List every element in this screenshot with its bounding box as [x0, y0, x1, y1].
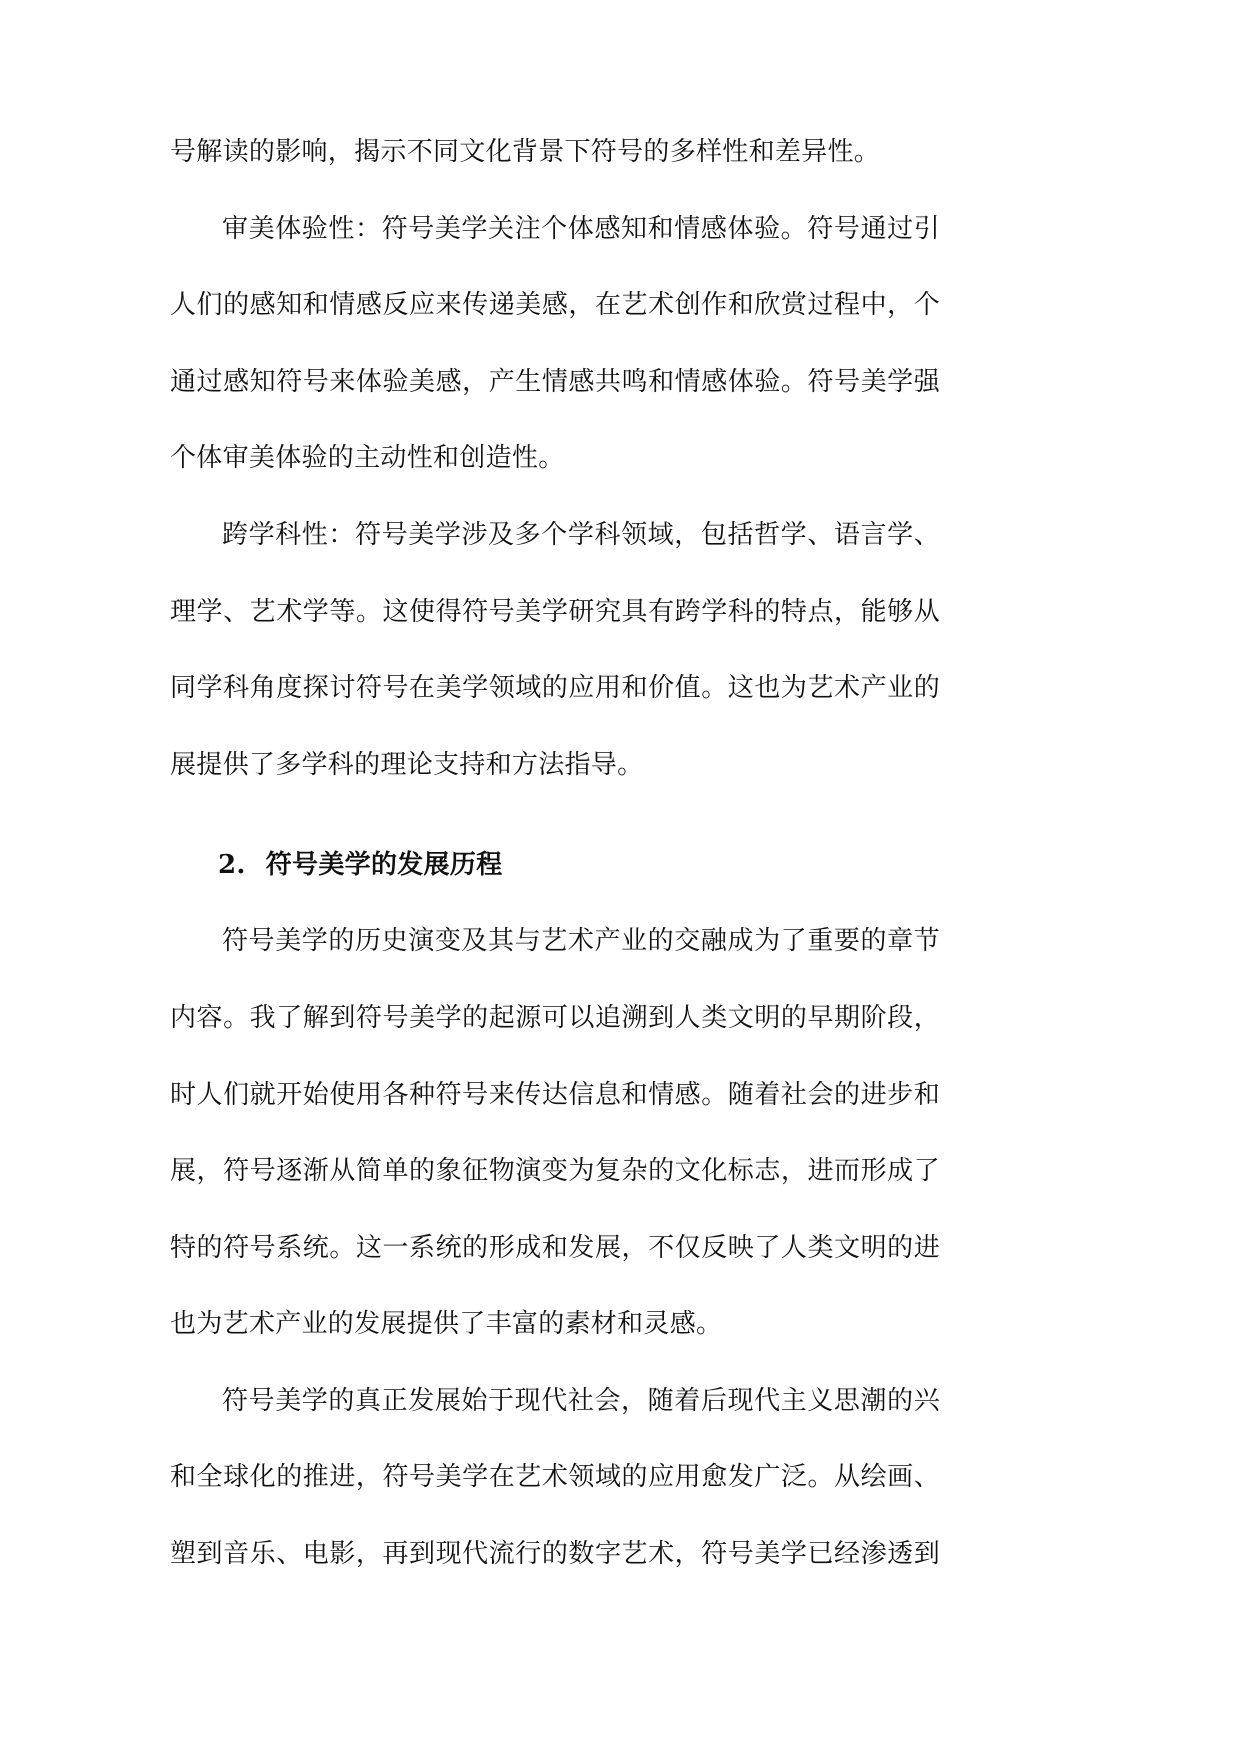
- text-line: 展提供了多学科的理论支持和方法指导。: [170, 749, 644, 780]
- text-line: 符号美学的历史演变及其与艺术产业的交融成为了重要的章节: [222, 926, 940, 957]
- text-line: 审美体验性：符号美学关注个体感知和情感体验。符号通过引: [222, 213, 940, 244]
- text-line: 时人们就开始使用各种符号来传达信息和情感。随着社会的进步和: [170, 1079, 940, 1110]
- text-line: 也为艺术产业的发展提供了丰富的素材和灵感。: [170, 1309, 723, 1340]
- document-body: [170, 114, 940, 1593]
- text-line: 内容。我了解到符号美学的起源可以追溯到人类文明的早期阶段，: [170, 1002, 940, 1033]
- paragraph-interdisciplinary: [170, 497, 940, 803]
- paragraph-history: [170, 903, 940, 1363]
- text-line: 人们的感知和情感反应来传递美感，在艺术创作和欣赏过程中，个: [170, 290, 940, 321]
- text-line: 通过感知符号来体验美感，产生情感共鸣和情感体验。符号美学强: [170, 366, 940, 397]
- paragraph-continued: [170, 114, 940, 191]
- section-number: 2.: [218, 849, 246, 880]
- text-line: 跨学科性：符号美学涉及多个学科领域，包括哲学、语言学、: [222, 519, 940, 550]
- text-line: 塑到音乐、电影，再到现代流行的数字艺术，符号美学已经渗透到: [170, 1539, 940, 1570]
- paragraph-aesthetic-experience: [170, 191, 940, 497]
- text-line: 理学、艺术学等。这使得符号美学研究具有跨学科的特点，能够从: [170, 596, 940, 627]
- text-line: 同学科角度探讨符号在美学领域的应用和价值。这也为艺术产业的: [170, 673, 940, 704]
- section-title: 符号美学的发展历程: [265, 849, 503, 880]
- text-line: 符号美学的真正发展始于现代社会，随着后现代主义思潮的兴: [222, 1385, 940, 1416]
- text-line: 号解读的影响，揭示不同文化背景下符号的多样性和差异性。: [170, 137, 881, 167]
- text-line: 特的符号系统。这一系统的形成和发展，不仅反映了人类文明的进: [170, 1232, 940, 1263]
- text-line: 和全球化的推进，符号美学在艺术领域的应用愈发广泛。从绘画、: [170, 1462, 940, 1493]
- text-line: 展，符号逐渐从简单的象征物演变为复杂的文化标志，进而形成了: [170, 1156, 940, 1187]
- paragraph-modern-development: [170, 1363, 940, 1593]
- text-line: 个体审美体验的主动性和创造性。: [170, 443, 565, 474]
- section-heading: [170, 827, 940, 904]
